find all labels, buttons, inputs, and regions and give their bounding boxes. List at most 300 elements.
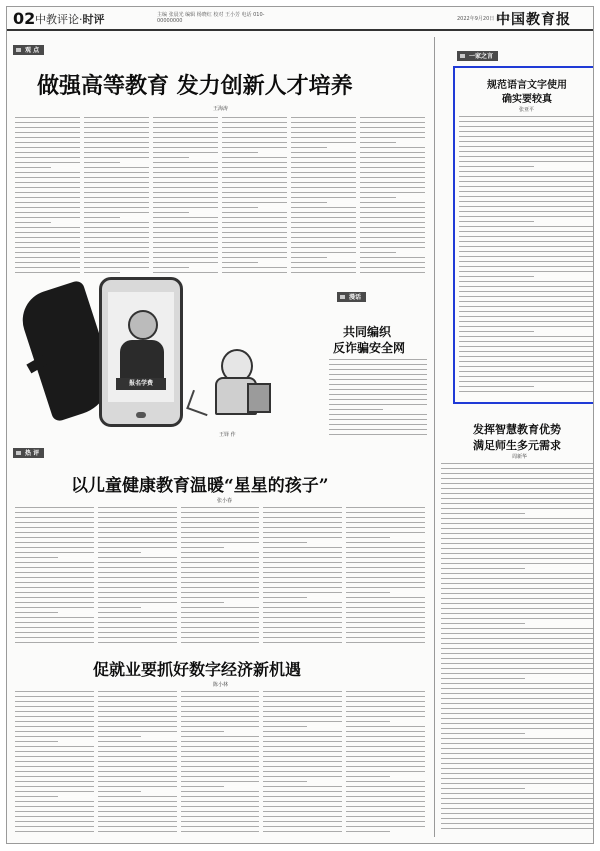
text-line [360,212,425,213]
text-line [263,572,342,573]
text-line [222,182,287,183]
text-line [441,813,593,814]
text-line [346,751,425,752]
text-line [98,786,177,787]
text-line [15,552,94,553]
text-line [15,776,94,777]
text-line [15,751,94,752]
text-line [263,801,342,802]
text-line [263,637,342,638]
text-line [153,212,189,213]
text-line [181,791,260,792]
text-line [441,578,593,579]
text-line [15,816,94,817]
page-number: 02 [13,9,36,28]
text-line [15,557,58,558]
text-line [181,796,260,797]
text-line [181,612,260,613]
text-line [15,821,94,822]
text-line [291,257,327,258]
text-line [181,582,260,583]
text-line [291,157,356,158]
text-line [153,272,218,273]
text-line [181,592,260,593]
text-line [15,272,80,273]
text-line [222,117,287,118]
text-line [346,617,425,618]
text-line [98,632,177,633]
text-line [441,573,593,574]
text-line [15,212,80,213]
text-line [98,806,177,807]
text-line [291,227,356,228]
text-line [360,222,425,223]
text-line [263,622,342,623]
text-line [346,622,425,623]
text-line [263,766,342,767]
text-line [84,237,149,238]
text-line [459,131,594,132]
text-line [84,142,149,143]
text-line [441,823,593,824]
text-line [346,642,425,643]
text-line [15,532,94,533]
text-line [263,811,342,812]
text-line [459,291,594,292]
text-line [222,242,287,243]
text-line [360,187,425,188]
text-line [263,781,306,782]
text-line [181,597,260,598]
text-line [15,736,94,737]
text-line [15,562,94,563]
phone-screen [108,292,174,402]
article-body-smart [441,463,593,837]
text-line [459,181,594,182]
text-line [98,602,177,603]
text-line [15,711,94,712]
text-line [441,508,593,509]
text-line [98,781,177,782]
text-line [459,331,534,332]
text-line [459,261,594,262]
text-line [153,267,189,268]
text-line [459,146,594,147]
text-line [360,252,396,253]
text-line [98,726,177,727]
text-line [459,166,534,167]
text-line [291,202,327,203]
text-line [98,567,177,568]
text-line [291,267,356,268]
text-line [153,237,218,238]
text-line [441,613,593,614]
text-line [291,207,356,208]
text-line [441,488,593,489]
text-line [291,147,327,148]
text-line [15,547,94,548]
text-line [441,603,593,604]
text-line [459,186,594,187]
cartoon-caption-text [329,359,427,439]
text-line [15,222,51,223]
article-byline-children: 张小春 [217,498,233,504]
text-line [441,558,593,559]
text-line [329,434,427,435]
text-line [360,242,425,243]
text-line [222,157,287,158]
text-line [459,296,594,297]
text-line [459,301,594,302]
text-line [181,746,260,747]
text-line [222,152,258,153]
text-line [346,522,425,523]
text-line [360,182,425,183]
text-line [15,756,94,757]
text-line [181,811,260,812]
text-line [360,132,425,133]
text-line [263,711,342,712]
text-line [15,766,94,767]
text-line [222,252,287,253]
text-line [15,577,94,578]
text-line [360,147,425,148]
text-line [441,503,593,504]
text-line [15,721,94,722]
text-line [84,227,149,228]
text-line [15,781,94,782]
text-line [153,207,218,208]
text-line [346,826,425,827]
text-line [346,766,425,767]
sidebar-section-tag: 一家之言 [457,51,498,61]
text-line [263,716,342,717]
text-line [459,381,594,382]
text-line [346,731,425,732]
text-line [263,816,342,817]
text-line [441,463,593,464]
text-line [459,366,594,367]
text-line [15,771,94,772]
text-line [98,577,177,578]
text-line [360,207,425,208]
text-line [291,272,356,273]
article-body-employment [15,691,425,837]
text-line [181,831,260,832]
text-line [181,567,260,568]
text-line [441,468,593,469]
text-line [181,557,260,558]
text-line [15,592,94,593]
text-line [15,726,94,727]
text-line [360,177,425,178]
text-line [291,122,356,123]
text-line [346,597,425,598]
text-line [441,513,525,514]
text-line [360,192,425,193]
text-line [329,369,427,370]
text-line [291,247,356,248]
text-line [263,771,342,772]
text-line [291,192,356,193]
screen-label: 报名学费 [116,378,166,390]
text-line [15,517,94,518]
text-line [459,196,594,197]
text-line [181,826,260,827]
text-line [181,642,260,643]
issue-date: 2022年9月20日 星期二 [457,16,511,22]
backpack [247,383,271,413]
text-line [222,267,287,268]
text-line [441,593,593,594]
text-line [459,206,594,207]
text-line [459,356,594,357]
text-line [181,637,260,638]
text-line [15,582,94,583]
text-line [181,716,260,717]
text-line [222,192,287,193]
text-line [153,247,218,248]
text-line [459,256,594,257]
text-line [84,177,149,178]
text-line [98,517,177,518]
text-line [84,202,149,203]
text-line [222,227,287,228]
text-line [360,197,396,198]
text-line [346,716,425,717]
text-line [459,311,594,312]
text-line [181,527,260,528]
text-line [84,117,149,118]
text-line [459,346,594,347]
text-line [15,192,80,193]
text-line [263,741,342,742]
text-line [441,733,525,734]
text-line [15,542,94,543]
text-line [15,202,80,203]
text-line [263,587,342,588]
text-line [263,627,342,628]
text-line [459,226,594,227]
text-line [346,632,425,633]
text-line [441,818,593,819]
text-line [329,414,427,415]
text-line [346,711,425,712]
text-line [360,157,425,158]
section-tag-hot: 热 评 [13,448,44,458]
article-headline-employment: 促就业要抓好数字经济新机遇 [93,660,302,679]
text-line [346,542,425,543]
text-line [346,786,425,787]
text-line [84,152,149,153]
text-line [346,602,425,603]
text-line [441,668,593,669]
text-line [15,602,94,603]
text-line [15,746,94,747]
text-line [291,252,356,253]
section-title [35,11,105,27]
text-line [441,748,593,749]
text-line [263,696,342,697]
text-line [441,493,593,494]
text-line [263,642,342,643]
text-line [153,187,218,188]
text-line [346,592,389,593]
text-line [329,394,427,395]
text-line [181,756,260,757]
text-line [441,583,593,584]
text-line [459,326,594,327]
text-line [346,776,389,777]
text-line [263,577,342,578]
text-line [15,247,80,248]
text-line [441,738,593,739]
text-line [153,262,218,263]
text-line [15,522,94,523]
text-line [441,533,593,534]
text-line [84,122,149,123]
text-line [346,512,425,513]
text-line [222,132,287,133]
text-line [181,816,260,817]
text-line [459,351,594,352]
text-line [360,262,425,263]
text-line [459,236,594,237]
text-line [263,826,342,827]
text-line [346,577,425,578]
text-line [15,791,94,792]
text-line [84,127,149,128]
article-byline: 王海涛 [213,106,229,112]
text-line [441,563,593,564]
text-line [459,281,594,282]
text-line [15,227,80,228]
text-line [15,137,80,138]
text-line [263,552,342,553]
text-line [291,232,356,233]
text-line [15,257,80,258]
text-line [153,142,218,143]
text-line [346,761,425,762]
text-line [84,157,149,158]
text-line [459,231,594,232]
article-headline-smart-line2: 满足师生多元需求 [473,439,561,452]
text-line [15,512,94,513]
text-line [15,207,80,208]
text-line [459,376,594,377]
text-line [15,147,80,148]
text-line [459,341,594,342]
text-line [291,142,356,143]
text-line [459,141,594,142]
text-line [346,607,425,608]
text-line [84,137,149,138]
text-line [15,537,94,538]
text-line [15,197,80,198]
text-line [441,498,593,499]
text-line [15,232,80,233]
text-line [15,567,94,568]
text-line [98,507,177,508]
text-line [459,306,594,307]
text-line [263,557,342,558]
text-line [181,587,260,588]
text-line [181,771,260,772]
text-line [181,632,260,633]
text-line [346,796,425,797]
text-line [98,582,177,583]
text-line [98,721,177,722]
boxed-article-body [459,116,594,398]
text-line [15,826,94,827]
text-line [181,806,260,807]
text-line [98,766,177,767]
text-line [263,791,342,792]
column-name: 时评 [82,13,105,26]
text-line [84,192,149,193]
text-line [291,242,356,243]
text-line [153,227,218,228]
text-line [15,172,80,173]
text-line [98,811,177,812]
text-line [98,711,177,712]
text-line [263,512,342,513]
text-line [15,182,80,183]
text-line [153,147,218,148]
text-line [153,127,218,128]
text-line [263,542,306,543]
text-line [346,771,425,772]
text-line [15,572,94,573]
text-line [459,161,594,162]
text-line [441,643,593,644]
text-line [15,622,94,623]
text-line [441,568,525,569]
text-line [346,507,425,508]
text-line [441,608,593,609]
article-body-children [15,507,425,647]
text-line [346,547,425,548]
text-line [222,257,287,258]
text-line [441,678,525,679]
text-line [291,177,356,178]
text-line [346,721,389,722]
text-line [15,801,94,802]
text-line [291,117,356,118]
text-line [98,691,177,692]
text-line [222,172,287,173]
text-line [441,808,593,809]
text-line [153,177,218,178]
text-line [263,796,342,797]
text-line [360,267,425,268]
text-line [84,257,149,258]
text-line [263,831,342,832]
text-line [263,602,342,603]
face-drawing [128,310,158,340]
text-line [15,706,94,707]
section-tag: 观 点 [13,45,44,55]
text-line [346,612,425,613]
text-line [222,247,287,248]
text-line [15,127,80,128]
text-line [15,637,94,638]
text-line [291,137,356,138]
text-line [291,222,356,223]
text-line [153,242,218,243]
text-line [181,711,260,712]
text-line [441,648,593,649]
